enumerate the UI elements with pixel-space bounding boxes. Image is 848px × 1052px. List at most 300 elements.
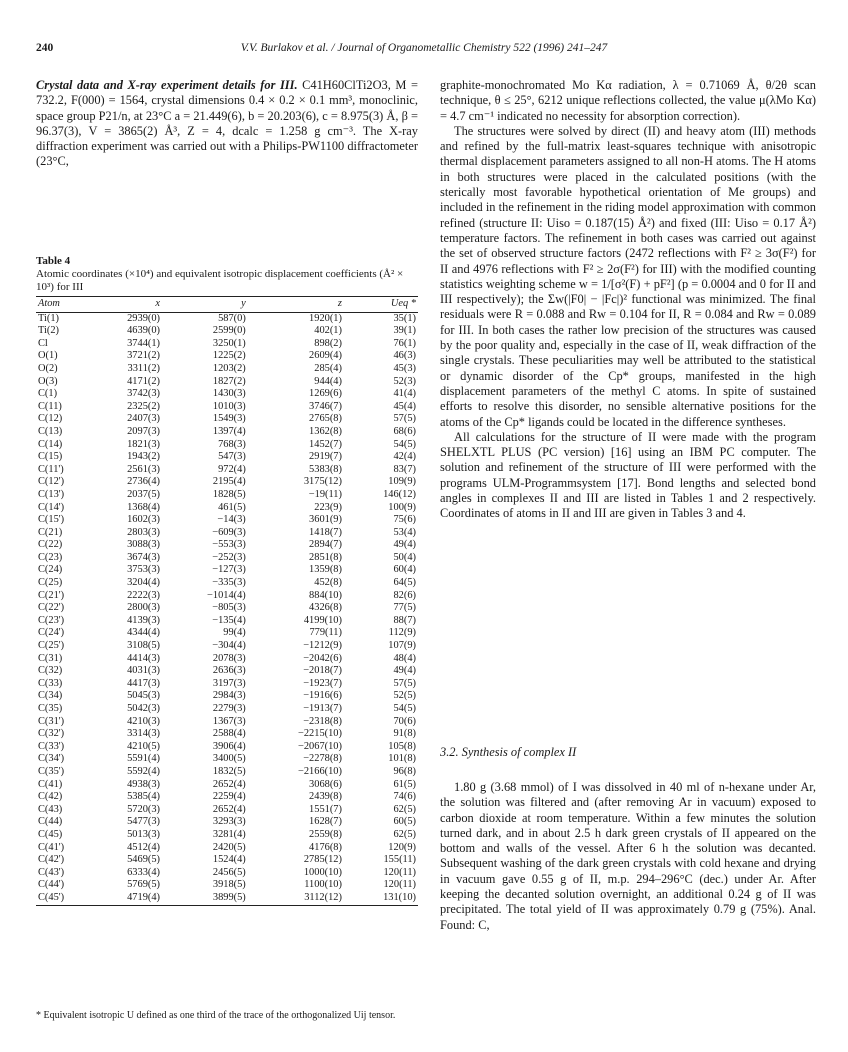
table-cell: 35(1)	[393, 312, 416, 324]
table-cell: C(1)	[38, 388, 58, 400]
table-cell: 1943(2)	[127, 451, 161, 463]
table-cell: 2599(0)	[212, 325, 246, 337]
table-cell: C(33)	[38, 677, 63, 689]
table-cell: 587(0)	[218, 312, 246, 324]
crystal-data-heading: Crystal data and X-ray experiment details for III.	[36, 78, 298, 92]
table-cell: C(11)	[38, 400, 62, 412]
table-cell: 461(5)	[218, 501, 246, 513]
table-cell: 3674(3)	[127, 551, 161, 563]
table-cell: −2067(10)	[298, 740, 342, 752]
table-cell: 2800(3)	[127, 602, 161, 614]
crystal-data-paragraph	[36, 78, 418, 170]
table-row	[36, 892, 418, 905]
table-cell: 2785(12)	[303, 854, 342, 866]
table-cell: 1225(2)	[212, 350, 246, 362]
table-cell: 77(5)	[393, 602, 416, 614]
table-cell: C(21')	[38, 589, 65, 601]
table-cell: C(32')	[38, 728, 65, 740]
table-cell: 1359(8)	[309, 564, 342, 576]
table-cell: 83(7)	[393, 463, 416, 475]
paragraph: All calculations for the structure of II were made with the program SHELXTL PLUS (PC version) [16] using an IBM PC computer. The solution and refinement of the structure of III were performed with the programs ULM-Programmsystem [17]. Bond lengths and selected bond angles in complexes II and III are listed in Tables 1 and 2 respectively. Coordinates of atoms in II and III are given in Tables 3 and 4.	[440, 429, 816, 521]
table-row	[36, 665, 418, 678]
table-row	[36, 312, 418, 325]
table-row	[36, 590, 418, 603]
table-cell: 131(10)	[383, 891, 416, 903]
table-cell: 4938(3)	[127, 778, 161, 790]
table-cell: 1367(3)	[212, 715, 246, 727]
left-column	[36, 78, 418, 170]
table-cell: C(45)	[38, 828, 63, 840]
table-cell: 2609(4)	[309, 350, 342, 362]
table-cell: C(33')	[38, 740, 65, 752]
table-cell: 2765(8)	[309, 413, 342, 425]
table-cell: C(35)	[38, 703, 63, 714]
table-row	[36, 451, 418, 464]
table-cell: 3400(5)	[212, 753, 246, 765]
table-row	[36, 779, 418, 792]
table-row	[36, 602, 418, 615]
table-row	[36, 376, 418, 389]
table-cell: 3721(2)	[127, 350, 161, 362]
table-cell: 120(11)	[383, 866, 416, 878]
table-cell: 5045(3)	[127, 690, 161, 702]
table-row	[36, 502, 418, 515]
table-cell: 60(4)	[393, 564, 416, 576]
table-cell: 3753(3)	[127, 564, 161, 576]
table-cell: C(42')	[38, 854, 65, 866]
table-cell: C(44')	[38, 879, 65, 891]
table-cell: C(11')	[38, 463, 64, 475]
table-cell: 64(5)	[393, 577, 416, 589]
table-row	[36, 577, 418, 590]
table-cell: 4139(3)	[127, 614, 161, 626]
column-header: z	[248, 297, 344, 313]
table-row	[36, 741, 418, 754]
table-cell: 3746(7)	[309, 400, 342, 412]
page-number: 240	[36, 42, 54, 54]
table-row	[36, 716, 418, 729]
table-cell: 2939(0)	[127, 312, 161, 324]
table-cell: 60(5)	[393, 816, 416, 828]
table-cell: −2018(7)	[303, 665, 342, 677]
table-header-row	[36, 297, 418, 313]
table-cell: C(43)	[38, 803, 63, 815]
table-cell: −2042(6)	[303, 652, 342, 664]
paragraph: 1.80 g (3.68 mmol) of I was dissolved in 40 ml of n-hexane under Ar, the solution was filtered and (after removing Ar in vacuum) exposed to carbon dioxide at room temperature. Within a few minutes the solution turned dark, and in about 2.5 h dark green crystals of II appeared on the bottom and walls of the vessel. After 6 h the solution was decanted. Subsequent washing of the dark green crystals with cold hexane and drying in vacuum gave 0.55 g of II, m.p. 294–296°C (dec.) under Ar. After keeping the decanted solution overnight, an additional 0.24 g of II was precipitated. The total yield of II was approximately 0.79 g (75%). Anal. Found: C,	[440, 780, 816, 932]
table-row	[36, 514, 418, 527]
table-row	[36, 816, 418, 829]
table-cell: 5769(5)	[127, 879, 161, 891]
table-caption-block	[36, 255, 418, 294]
table-cell: C(34)	[38, 690, 63, 702]
table-cell: O(3)	[38, 375, 58, 387]
table-row	[36, 791, 418, 804]
table-row	[36, 539, 418, 552]
table-cell: 2078(3)	[212, 652, 246, 664]
table-cell: 120(9)	[388, 841, 416, 853]
table-cell: 5591(4)	[127, 753, 161, 765]
table-cell: −304(4)	[212, 640, 246, 652]
table-cell: 3293(3)	[212, 816, 246, 828]
table-cell: 76(1)	[393, 337, 416, 349]
table-cell: 768(3)	[218, 438, 246, 450]
table-cell: C(42)	[38, 791, 63, 803]
table-cell: 1010(3)	[212, 400, 246, 412]
paragraph: The structures were solved by direct (II) and heavy atom (III) methods and refined by the full-matrix least-squares technique with anisotropic thermal displacement parameters assigned to all non-H atoms. The H atoms in both structures were placed in the calculated positions (with the sterically most favorable hypothetical orientation of Me groups) and included in the refinement in the riding model approximation with common refined (structure II: Uiso = 0.187(15) Å²) and fixed (III: Uiso = 0.17 Å²) temperature factors. The refinement in both cases was carried out against the set of observed structure factors (2472 reflections with F² ≥ 3σ(F²) for II and 4976 reflections with F² ≥ 2σ(F²) for III) with the modified counting statistics weighting scheme w = 1/[σ²(F) + pF²] (p = 0.0004 and 0 for II and III respectively); the Σw(|F0| − |Fc|)² functional was minimized. The final residuals were R = 0.088 and Rw = 0.104 for II, R = 0.084 and Rw = 0.089 for III. In both cases the rather low precision of the structures was caused by the poor quality and, especially in the case of II, weak diffraction of the single crystals. These peculiarities may well be attributed to the statistical or dynamic disorder of the Cp* groups, manifested in the high displacement parameters of the methyl C atoms. In spite of sustained efforts to resolve this disorder, no sensible alternative positions for the atoms of the Cp* ligands could be located in the difference syntheses.	[440, 123, 816, 429]
table-cell: C(35')	[38, 765, 65, 777]
table-cell: 112(9)	[388, 627, 416, 639]
table-cell: 1920(1)	[309, 312, 342, 324]
table-cell: −14(3)	[217, 514, 246, 526]
table-cell: 3068(6)	[309, 778, 342, 790]
table-cell: 3601(9)	[309, 514, 342, 526]
table-cell: 972(4)	[218, 463, 246, 475]
table-cell: O(1)	[38, 350, 58, 362]
table-cell: Cl	[38, 337, 48, 349]
table-cell: 68(6)	[393, 425, 416, 437]
table-cell: 146(12)	[383, 488, 416, 500]
crystal-data-text: C41H60ClTi2O3, M = 732.2, F(000) = 1564, crystal dimensions 0.4 × 0.2 × 0.1 mm³, monoclinic, space group P21/n, at 23°C a = 21.449(6), b = 20.203(6), c = 8.975(3) Å, β = 96.37(3), V = 3865(2) Å³, Z = 4, dcalc = 1.258 g cm⁻³. The X-ray diffraction experiment was carried out with a Philips-PW1100 diffractometer (23°C,	[36, 78, 418, 169]
table-cell: 45(3)	[393, 362, 416, 374]
table-cell: 5385(4)	[127, 791, 161, 803]
table-cell: 1832(5)	[212, 765, 246, 777]
table-cell: 898(2)	[314, 337, 342, 349]
table-row	[36, 489, 418, 502]
table-cell: 52(3)	[393, 375, 416, 387]
table-cell: 3314(3)	[127, 728, 161, 740]
table-cell: 3899(5)	[212, 891, 246, 903]
table-cell: −2166(10)	[298, 765, 342, 777]
table-cell: 5469(5)	[127, 854, 161, 866]
table-cell: 5383(8)	[309, 463, 342, 475]
table-cell: 223(9)	[314, 501, 342, 513]
table-cell: 3311(2)	[127, 362, 161, 374]
table-cell: 74(6)	[393, 791, 416, 803]
table-cell: 3108(5)	[127, 640, 161, 652]
table-row	[36, 867, 418, 880]
table-cell: 62(5)	[393, 803, 416, 815]
table-cell: 2037(5)	[127, 488, 161, 500]
column-header: x	[88, 297, 162, 313]
table-cell: −553(3)	[212, 539, 246, 551]
table-cell: 155(11)	[383, 854, 416, 866]
table-row	[36, 703, 418, 716]
table-cell: C(45')	[38, 891, 65, 903]
table-cell: 42(4)	[393, 451, 416, 463]
table-cell: C(32)	[38, 665, 63, 677]
table-cell: 5042(3)	[127, 703, 161, 714]
table-cell: 4171(2)	[127, 375, 161, 387]
table-cell: 5013(3)	[127, 828, 161, 840]
table-cell: 49(4)	[393, 539, 416, 551]
table-cell: 1551(7)	[309, 803, 342, 815]
section-title: 3.2. Synthesis of complex II	[440, 745, 577, 759]
table-row	[36, 564, 418, 577]
table-cell: 54(5)	[393, 703, 416, 714]
table-cell: 41(4)	[393, 388, 416, 400]
table-row	[36, 842, 418, 855]
table-cell: C(22')	[38, 602, 65, 614]
table-cell: 105(8)	[388, 740, 416, 752]
right-column	[440, 78, 816, 522]
table-cell: 3197(3)	[212, 677, 246, 689]
table-cell: 402(1)	[314, 325, 342, 337]
table-row	[36, 338, 418, 351]
table-body	[36, 312, 418, 905]
table-cell: 1828(5)	[212, 488, 246, 500]
table-row	[36, 401, 418, 414]
table-cell: 54(5)	[393, 438, 416, 450]
table-cell: C(25')	[38, 640, 65, 652]
table-cell: 1368(4)	[127, 501, 161, 513]
table-row	[36, 640, 418, 653]
table-cell: 107(9)	[388, 640, 416, 652]
table-cell: 4639(0)	[127, 325, 161, 337]
table-cell: 4344(4)	[127, 627, 161, 639]
table-cell: 1362(8)	[309, 425, 342, 437]
table-cell: C(31')	[38, 715, 65, 727]
paragraph: graphite-monochromated Mo Kα radiation, λ = 0.71069 Å, θ/2θ scan technique, θ ≤ 25°, 6212 unique reflections collected, the value μ(λMo Kα) = 4.7 cm⁻¹ indicated no necessity for absorption correction).	[440, 78, 816, 123]
table-cell: 1430(3)	[212, 388, 246, 400]
table-cell: 3906(4)	[212, 740, 246, 752]
table-row	[36, 690, 418, 703]
table-cell: −19(11)	[308, 488, 342, 500]
table-cell: C(13')	[38, 488, 65, 500]
table-cell: 2259(4)	[212, 791, 246, 803]
table-cell: 2559(8)	[309, 828, 342, 840]
table-row	[36, 678, 418, 691]
table-cell: 4326(8)	[309, 602, 342, 614]
table-cell: 57(5)	[393, 677, 416, 689]
table-row	[36, 653, 418, 666]
table-cell: 2736(4)	[127, 476, 161, 488]
table-cell: 2851(8)	[309, 551, 342, 563]
table-cell: 82(6)	[393, 589, 416, 601]
running-title: V.V. Burlakov et al. / Journal of Organometallic Chemistry 522 (1996) 241–247	[240, 42, 608, 54]
table-cell: 49(4)	[393, 665, 416, 677]
table-cell: C(12)	[38, 413, 63, 425]
table-cell: C(41)	[38, 778, 63, 790]
table-cell: 4414(3)	[127, 652, 161, 664]
table-cell: 1549(3)	[212, 413, 246, 425]
table-cell: 1269(6)	[309, 388, 342, 400]
table-cell: −135(4)	[212, 614, 246, 626]
table-cell: −335(3)	[212, 577, 246, 589]
table-cell: Ti(2)	[38, 325, 59, 337]
table-cell: 109(9)	[388, 476, 416, 488]
table-cell: −609(3)	[212, 526, 246, 538]
table-cell: 2803(3)	[127, 526, 161, 538]
table-row	[36, 527, 418, 540]
table-cell: 1602(3)	[127, 514, 161, 526]
table-cell: C(21)	[38, 526, 63, 538]
table-cell: C(43')	[38, 866, 65, 878]
table-cell: 2407(3)	[127, 413, 161, 425]
column-header: y	[162, 297, 248, 313]
table-cell: 884(10)	[309, 589, 342, 601]
table-cell: 2652(4)	[212, 778, 246, 790]
table-cell: 779(11)	[309, 627, 342, 639]
table-cell: 2561(3)	[127, 463, 161, 475]
table-cell: 3250(1)	[212, 337, 246, 349]
table-cell: 2279(3)	[212, 703, 246, 714]
table-cell: −1916(6)	[303, 690, 342, 702]
table-cell: 2456(5)	[212, 866, 246, 878]
table-cell: 4176(8)	[309, 841, 342, 853]
table-cell: 547(3)	[218, 451, 246, 463]
table-cell: 5720(3)	[127, 803, 161, 815]
table-cell: 1452(7)	[309, 438, 342, 450]
table-cell: 4417(3)	[127, 677, 161, 689]
table-row	[36, 728, 418, 741]
table-cell: 4210(3)	[127, 715, 161, 727]
table-cell: 4199(10)	[303, 614, 342, 626]
table-cell: 5592(4)	[127, 765, 161, 777]
table-cell: 1628(7)	[309, 816, 342, 828]
table-cell: 3281(4)	[212, 828, 246, 840]
table-row	[36, 879, 418, 892]
table-cell: Ti(1)	[38, 312, 59, 324]
table-row	[36, 766, 418, 779]
table-row	[36, 426, 418, 439]
table-caption: Atomic coordinates (×10⁴) and equivalent isotropic displacement coefficients (Å² × 10³) for III	[36, 268, 404, 293]
table-cell: 57(5)	[393, 413, 416, 425]
table-cell: C(14)	[38, 438, 63, 450]
table-cell: C(12')	[38, 476, 65, 488]
table-cell: 5477(3)	[127, 816, 161, 828]
table-cell: −252(3)	[212, 551, 246, 563]
table-cell: C(13)	[38, 425, 63, 437]
table-cell: −2318(8)	[303, 715, 342, 727]
table-row	[36, 464, 418, 477]
table-cell: C(24')	[38, 627, 65, 639]
table-row	[36, 363, 418, 376]
table-cell: 99(4)	[223, 627, 246, 639]
table-cell: C(22)	[38, 539, 63, 551]
table-cell: −1923(7)	[303, 677, 342, 689]
table-footnote: * Equivalent isotropic U defined as one third of the trace of the orthogonalized Uij tensor.	[36, 1010, 396, 1021]
table-cell: 62(5)	[393, 828, 416, 840]
table-row	[36, 829, 418, 842]
table-cell: 2420(5)	[212, 841, 246, 853]
table-row	[36, 804, 418, 817]
table-cell: 1524(4)	[212, 854, 246, 866]
table-cell: 53(4)	[393, 526, 416, 538]
table-cell: 285(4)	[314, 362, 342, 374]
table-cell: −1212(9)	[303, 640, 342, 652]
table-row	[36, 388, 418, 401]
coordinates-table	[36, 296, 418, 906]
table-cell: −1014(4)	[207, 589, 246, 601]
table-title: Table 4	[36, 255, 71, 267]
table-cell: 4512(4)	[127, 841, 161, 853]
table-cell: 3204(4)	[127, 577, 161, 589]
column-header: Ueq *	[344, 297, 418, 313]
table-cell: 2097(3)	[127, 425, 161, 437]
table-cell: −805(3)	[212, 602, 246, 614]
table-cell: 3918(5)	[212, 879, 246, 891]
table-cell: 3175(12)	[303, 476, 342, 488]
table-cell: 2195(4)	[212, 476, 246, 488]
table-cell: 4210(5)	[127, 740, 161, 752]
table-row	[36, 413, 418, 426]
table-cell: 2984(3)	[212, 690, 246, 702]
table-cell: 1827(2)	[212, 375, 246, 387]
table-cell: 75(6)	[393, 514, 416, 526]
table-cell: 4719(4)	[127, 891, 161, 903]
table-cell: 2588(4)	[212, 728, 246, 740]
table-cell: 120(11)	[383, 879, 416, 891]
table-cell: 2919(7)	[309, 451, 342, 463]
table-cell: C(41')	[38, 841, 65, 853]
table-cell: 96(8)	[393, 765, 416, 777]
table-cell: 2222(3)	[127, 589, 161, 601]
table-cell: C(23')	[38, 614, 65, 626]
table-cell: C(14')	[38, 501, 65, 513]
table-row	[36, 753, 418, 766]
table-row	[36, 615, 418, 628]
table-cell: −1913(7)	[303, 703, 342, 714]
table-cell: 3742(3)	[127, 388, 161, 400]
table-cell: 1100(10)	[304, 879, 342, 891]
table-cell: C(24)	[38, 564, 63, 576]
table-cell: C(25)	[38, 577, 63, 589]
table-cell: 1203(2)	[212, 362, 246, 374]
table-cell: O(2)	[38, 362, 58, 374]
table-cell: C(31)	[38, 652, 63, 664]
table-cell: C(15')	[38, 514, 65, 526]
page-header	[36, 42, 812, 62]
table-cell: 3112(12)	[304, 891, 342, 903]
table-cell: 45(4)	[393, 400, 416, 412]
table-cell: 52(5)	[393, 690, 416, 702]
table-cell: 2325(2)	[127, 400, 161, 412]
table-cell: 70(6)	[393, 715, 416, 727]
table-cell: 2636(3)	[212, 665, 246, 677]
table-cell: −127(3)	[212, 564, 246, 576]
table-cell: 1000(10)	[303, 866, 342, 878]
table-cell: 50(4)	[393, 551, 416, 563]
table-cell: C(15)	[38, 451, 63, 463]
table-cell: 2894(7)	[309, 539, 342, 551]
table-cell: 39(1)	[393, 325, 416, 337]
table-row	[36, 854, 418, 867]
table-cell: 944(4)	[314, 375, 342, 387]
column-header: Atom	[36, 297, 88, 313]
table-cell: 2652(4)	[212, 803, 246, 815]
table-cell: −2215(10)	[298, 728, 342, 740]
table-row	[36, 439, 418, 452]
table-cell: 48(4)	[393, 652, 416, 664]
table-cell: 3088(3)	[127, 539, 161, 551]
table-row	[36, 325, 418, 338]
table-cell: −2278(8)	[303, 753, 342, 765]
table-cell: 88(7)	[393, 614, 416, 626]
table-cell: 2439(8)	[309, 791, 342, 803]
table-cell: C(34')	[38, 753, 65, 765]
table-cell: C(44)	[38, 816, 63, 828]
table-row	[36, 552, 418, 565]
table-cell: 46(3)	[393, 350, 416, 362]
table-cell: 1418(7)	[309, 526, 342, 538]
table-cell: 1397(4)	[212, 425, 246, 437]
table-cell: 452(8)	[314, 577, 342, 589]
table-cell: 1821(3)	[127, 438, 161, 450]
table-row	[36, 627, 418, 640]
table-cell: 4031(3)	[127, 665, 161, 677]
table-row	[36, 476, 418, 489]
table-cell: 91(8)	[393, 728, 416, 740]
